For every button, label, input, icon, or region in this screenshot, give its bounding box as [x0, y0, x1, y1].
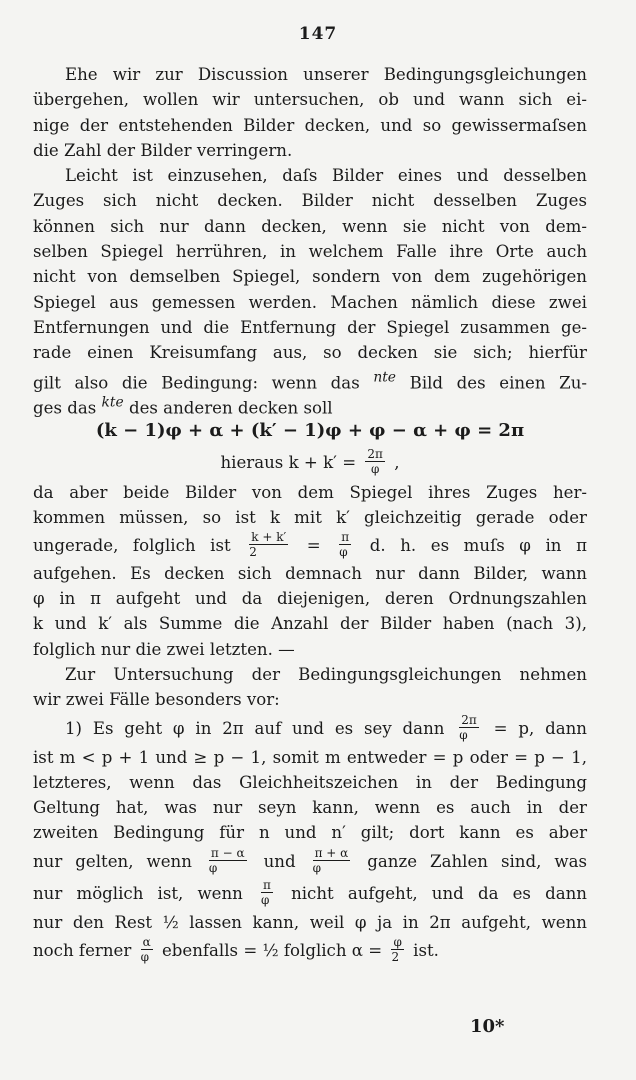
denominator: φ — [140, 950, 149, 965]
text-fragment: nur gelten, wenn — [33, 851, 192, 871]
text-line: Leicht ist einzusehen, daſs Bilder eines und desselben — [65, 166, 587, 186]
fraction — [391, 936, 403, 963]
denominator: φ — [208, 860, 218, 875]
fraction — [261, 879, 273, 906]
page-number: 147 — [298, 24, 338, 44]
text-fragment: , — [394, 453, 400, 473]
denominator: 2 — [249, 544, 257, 559]
math-k — [101, 394, 124, 417]
text-line: aufgehen. Es decken sich demnach nur dann Bilder, wann — [33, 563, 587, 583]
text-line: Geltung hat, was nur seyn kann, wenn es auch in der — [33, 798, 587, 818]
text-line: φ in π aufgeht und da diejenigen, deren Ordnungszahlen — [33, 589, 587, 609]
text-line: letzteres, wenn das Gleichheitszeichen in der Bedingung — [33, 772, 587, 792]
text-fragment: ges das — [33, 398, 97, 418]
text-line: zweiten Bedingung für n und n′ gilt; dort kann es aber — [33, 823, 587, 843]
denominator: φ — [459, 727, 468, 742]
text-line — [33, 846, 587, 878]
text-line: nige der entstehenden Bilder decken, und so gewissermaſsen — [33, 115, 587, 135]
text-line: kommen müssen, so ist k mit k′ gleichzeitig gerade oder — [33, 508, 587, 528]
text-line: k und k′ als Summe die Anzahl der Bilder haben (nach 3), — [33, 614, 587, 634]
body-text — [33, 62, 587, 967]
text-fragment: nicht aufgeht, und da es dann — [291, 883, 587, 903]
denominator: φ — [339, 544, 348, 559]
text-fragment: hieraus k + k′ = — [220, 453, 357, 473]
fraction — [249, 531, 288, 558]
numerator: 2π — [461, 712, 477, 727]
text-line: Ehe wir zur Discussion unserer Bedingungsgleichungen — [65, 65, 587, 84]
text-line: ist m < p + 1 und ≥ p − 1, somit m entweder = p oder = p − 1, — [33, 747, 587, 767]
text-fragment: 1) Es geht φ in 2π auf und es sey dann — [65, 718, 445, 738]
text-line: folglich nur die zwei letzten. — — [33, 639, 295, 659]
text-fragment: ebenfalls = ½ folglich α = — [161, 941, 383, 961]
denominator: 2 — [391, 950, 400, 965]
text-line: Zur Untersuchung der Bedingungsgleichungen nehmen — [65, 664, 587, 684]
text-fragment: und — [263, 851, 296, 871]
text-fragment: des anderen decken soll — [128, 398, 333, 418]
equation: (k − 1)φ + α + (k′ − 1)φ + φ − α + φ = 2π — [95, 420, 525, 442]
fraction — [365, 448, 385, 475]
fraction — [339, 531, 351, 558]
fraction — [141, 936, 153, 963]
text-line: können sich nur dann decken, wenn sie nicht von dem- — [33, 216, 587, 236]
text-line: wir zwei Fälle besonders vor: — [33, 690, 280, 710]
text-fragment: Bild des einen Zu- — [409, 373, 588, 393]
fraction — [209, 847, 247, 874]
text-fragment: = — [306, 535, 321, 555]
denominator: φ — [370, 462, 380, 477]
text-line: da aber beide Bilder von dem Spiegel ihres Zuges her- — [33, 483, 587, 503]
text-fragment: ist. — [413, 941, 439, 961]
text-line — [33, 391, 587, 416]
numerator: 2π — [367, 447, 383, 462]
text-fragment: ganze Zahlen sind, was — [367, 851, 587, 871]
text-line — [33, 878, 587, 910]
numerator: k + k′ — [251, 529, 287, 544]
numerator: α — [142, 935, 151, 950]
text-line: rade einen Kreisumfang aus, so decken sie sich; hierfür — [33, 343, 587, 363]
superscript: kte — [101, 394, 124, 411]
text-fragment: d. h. es muſs φ in π — [369, 535, 587, 555]
text-line: nur den Rest ½ lassen kann, weil φ ja in 2π aufgeht, wenn — [33, 912, 587, 932]
text-line — [33, 531, 587, 561]
text-fragment: ungerade, folglich ist — [33, 535, 231, 555]
text-line: Entfernungen und die Entfernung der Spiegel zusammen ge- — [33, 317, 587, 337]
equation-line — [33, 446, 587, 480]
text-line: nicht von demselben Spiegel, sondern von dem zugehörigen — [33, 267, 587, 287]
numerator: π — [263, 877, 271, 892]
text-fragment: = p, dann — [493, 718, 587, 738]
denominator: φ — [312, 860, 321, 875]
numerator: π + α — [314, 845, 349, 860]
fraction — [313, 847, 351, 874]
denominator: φ — [261, 892, 270, 907]
text-fragment: nur möglich ist, wenn — [33, 883, 243, 903]
numerator: π — [341, 529, 350, 544]
text-line: Spiegel aus gemessen werden. Machen nämlich diese zwei — [33, 292, 587, 312]
numerator: π − α — [210, 845, 245, 860]
text-fragment: noch ferner — [33, 941, 132, 961]
text-line — [33, 935, 587, 967]
math-n — [373, 369, 396, 392]
text-line — [33, 366, 587, 391]
text-line: Zuges sich nicht decken. Bilder nicht desselben Zuges — [33, 191, 587, 211]
text-line: übergehen, wollen wir untersuchen, ob und wann sich ei- — [33, 90, 587, 110]
numerator: φ — [393, 935, 402, 950]
text-line: die Zahl der Bilder verringern. — [33, 140, 293, 160]
text-line: selben Spiegel herrühren, in welchem Falle ihre Orte auch — [33, 242, 587, 262]
catchword: 10* — [470, 1016, 505, 1037]
superscript: nte — [373, 369, 396, 386]
text-line — [33, 713, 587, 745]
fraction — [459, 714, 479, 741]
text-fragment: gilt also die Bedingung: wenn das — [33, 373, 360, 393]
